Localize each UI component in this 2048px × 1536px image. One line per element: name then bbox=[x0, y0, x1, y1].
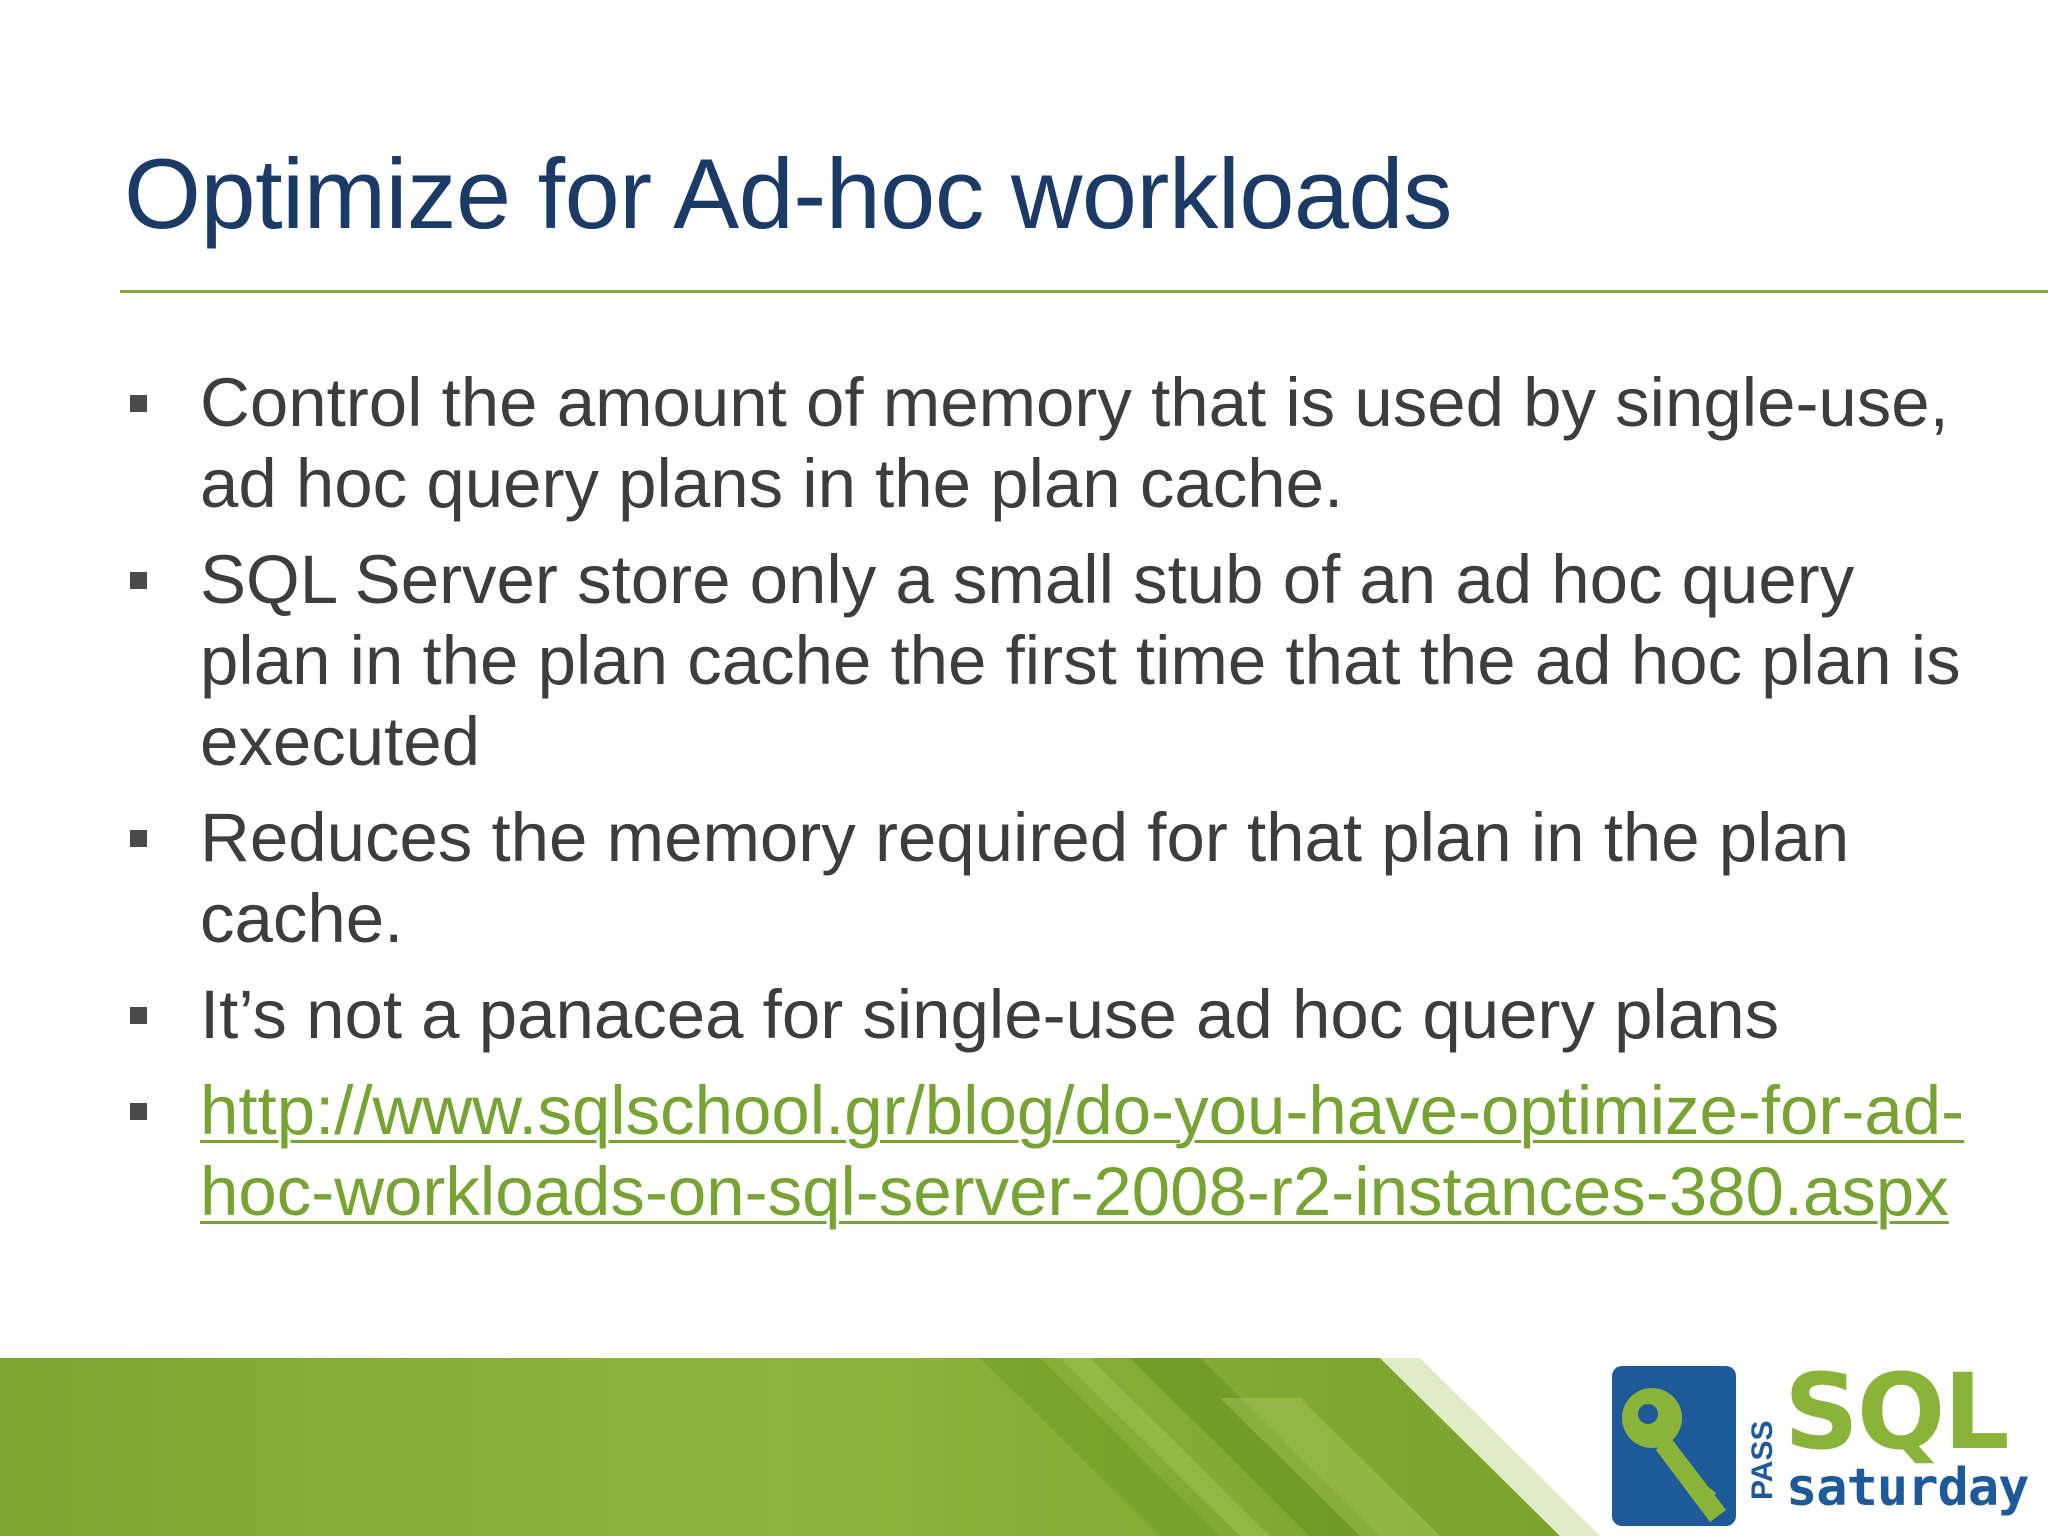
logo-sql-text: SQL bbox=[1784, 1351, 2008, 1473]
bullet-text: SQL Server store only a small stub of an ad hoc query plan in the plan cache the first time that the ad hoc plan is executed bbox=[200, 541, 1961, 780]
title-divider bbox=[120, 290, 2048, 293]
svg-text:PASS: PASS bbox=[1746, 1420, 1779, 1500]
bullet-item bbox=[128, 797, 1988, 959]
bullet-text: Control the amount of memory that is used by single-use, ad hoc query plans in the plan cache. bbox=[200, 364, 1949, 522]
square-bullet-icon bbox=[130, 830, 147, 847]
bullet-item bbox=[128, 539, 1988, 782]
square-bullet-icon bbox=[130, 395, 147, 412]
key-icon bbox=[1606, 1360, 1742, 1536]
square-bullet-icon bbox=[130, 1007, 147, 1024]
square-bullet-icon bbox=[130, 572, 147, 589]
slide-title: Optimize for Ad-hoc workloads bbox=[124, 138, 1453, 249]
bullet-item bbox=[128, 1070, 1988, 1232]
bullet-list bbox=[128, 362, 1988, 1247]
bullet-text: It’s not a panacea for single-use ad hoc query plans bbox=[200, 976, 1780, 1053]
bullet-item bbox=[128, 974, 1988, 1055]
blog-link[interactable]: http://www.sqlschool.gr/blog/do-you-have-optimize-for-ad-hoc-workloads-on-sql-server-2008-r2-instances-380.aspx bbox=[200, 1072, 1965, 1230]
logo-saturday-text: saturday bbox=[1786, 1458, 2029, 1518]
pass-wordmark bbox=[1742, 1380, 1782, 1520]
sqlsaturday-logo bbox=[1606, 1351, 2029, 1536]
square-bullet-icon bbox=[130, 1103, 147, 1120]
bullet-item bbox=[128, 362, 1988, 524]
bullet-text: Reduces the memory required for that plan in the plan cache. bbox=[200, 799, 1850, 957]
